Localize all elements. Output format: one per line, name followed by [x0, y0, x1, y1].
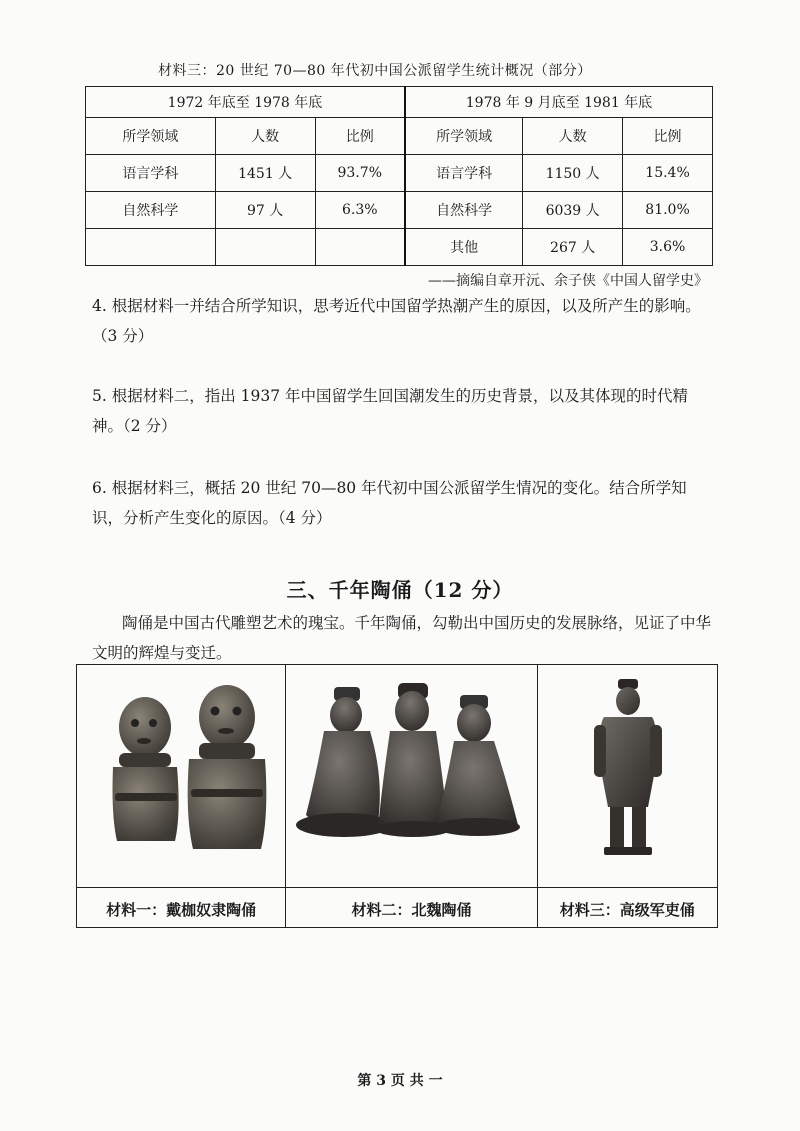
table-cell: 81.0%: [623, 192, 713, 229]
table-cell: 语言学科: [86, 155, 216, 192]
header-cell: 人数: [523, 118, 623, 155]
table-cell: 93.7%: [315, 155, 405, 192]
table-row: [86, 155, 713, 192]
caption-divider: [286, 887, 536, 888]
table-cell: 自然科学: [86, 192, 216, 229]
section-intro: 陶俑是中国古代雕塑艺术的瑰宝。千年陶俑，勾勒出中国历史的发展脉络，见证了中华文明的辉煌与变迁。: [92, 614, 712, 662]
header-cell: 比例: [623, 118, 713, 155]
figure-table: [76, 664, 718, 928]
table-row: [86, 229, 713, 266]
table-cell: 3.6%: [623, 229, 713, 266]
table-cell: 267 人: [523, 229, 623, 266]
table-cell: [315, 229, 405, 266]
figure-caption-2: 材料二：北魏陶俑: [351, 901, 472, 919]
section-title: 三、千年陶俑（12 分）: [286, 578, 514, 602]
material3-caption: 材料三：20 世纪 70—80 年代初中国公派留学生统计概况（部分）: [158, 63, 592, 79]
table-cell: 语言学科: [405, 155, 523, 192]
header-cell: 所学领域: [405, 118, 523, 155]
table-cell: [86, 229, 216, 266]
caption-divider: [538, 887, 717, 888]
table-cell: 97 人: [215, 192, 315, 229]
table-cell: [215, 229, 315, 266]
caption-divider: [77, 887, 285, 888]
page-footer: 第 3 页 共 一: [357, 1073, 443, 1089]
figure-cell-3: [538, 665, 717, 927]
period-left: 1972 年底至 1978 年底: [86, 87, 405, 118]
military-officer-figurine-image: [538, 665, 718, 887]
figure-cell-1: [77, 665, 286, 927]
northern-wei-figurines-image: [286, 665, 538, 887]
table-cell: 1451 人: [215, 155, 315, 192]
table-cell: 其他: [405, 229, 523, 266]
table-row: [86, 192, 713, 229]
question-5: 5. 根据材料二，指出 1937 年中国留学生回国潮发生的历史背景，以及其体现的时代精神。（2 分）: [92, 387, 689, 435]
period-right: 1978 年 9 月底至 1981 年底: [405, 87, 713, 118]
header-cell: 比例: [315, 118, 405, 155]
table-cell: 15.4%: [623, 155, 713, 192]
statistics-table: [85, 86, 713, 266]
table-cell: 1150 人: [523, 155, 623, 192]
header-cell: 所学领域: [86, 118, 216, 155]
slave-figurines-image: [77, 665, 287, 887]
question-6: 6. 根据材料三，概括 20 世纪 70—80 年代初中国公派留学生情况的变化。结合所学知识，分析产生变化的原因。（4 分）: [92, 479, 687, 527]
header-cell: 人数: [215, 118, 315, 155]
source-citation: ——摘编自章开沅、余子侠《中国人留学史》: [428, 273, 708, 289]
table-cell: 6039 人: [523, 192, 623, 229]
header-row: [86, 118, 713, 155]
question-4: 4. 根据材料一并结合所学知识，思考近代中国留学热潮产生的原因，以及所产生的影响。（3 分）: [92, 297, 701, 345]
figure-caption-1: 材料一：戴枷奴隶陶俑: [106, 901, 257, 919]
figure-cell-2: [286, 665, 537, 927]
table-cell: 自然科学: [405, 192, 523, 229]
table-cell: 6.3%: [315, 192, 405, 229]
period-row: [86, 87, 713, 118]
figure-caption-3: 材料三：高级军吏俑: [559, 901, 695, 919]
